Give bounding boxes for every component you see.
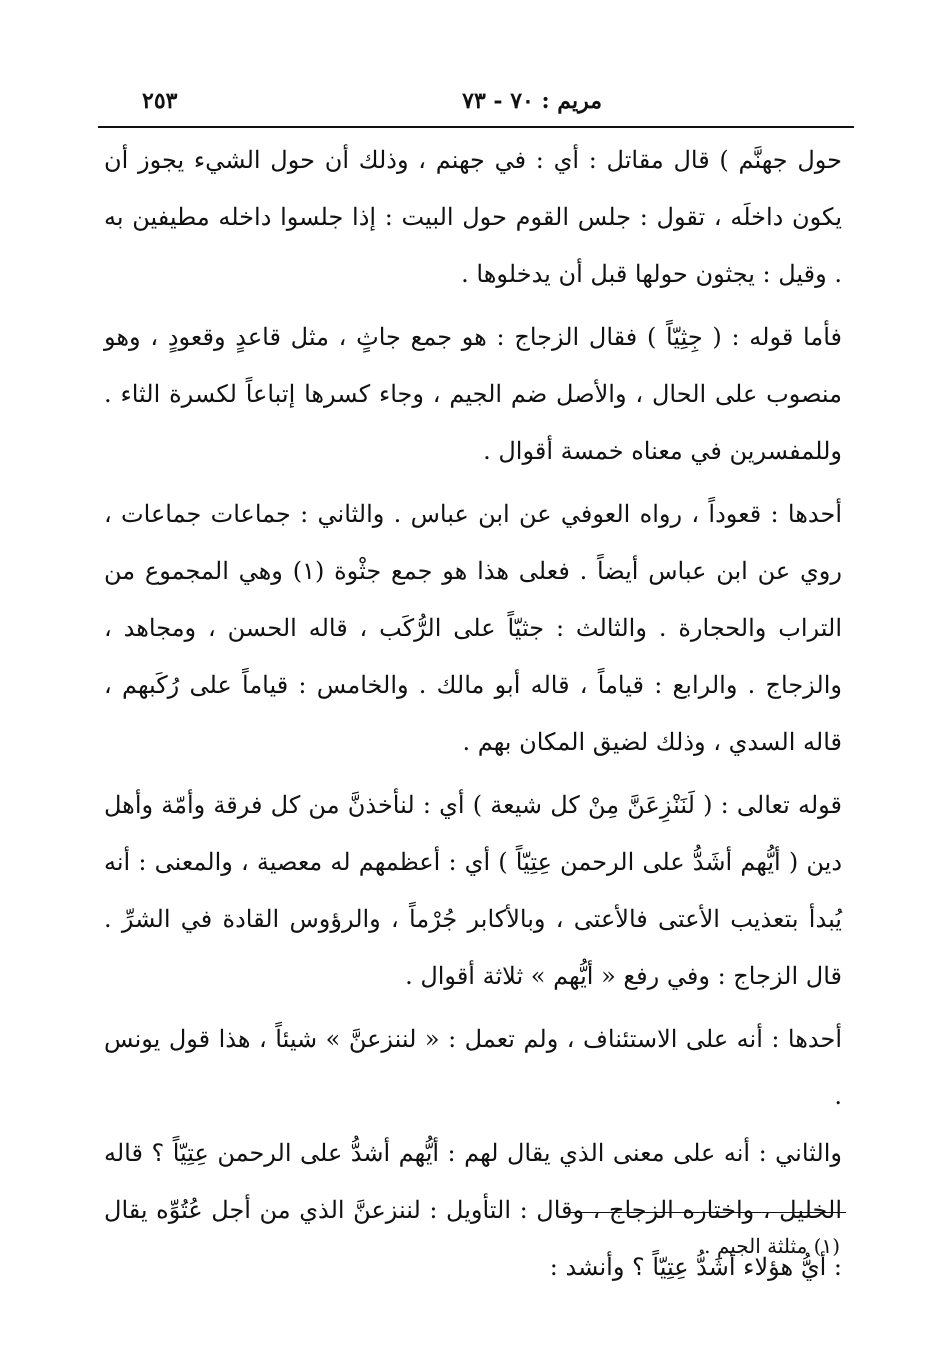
footnote-divider	[568, 1212, 846, 1213]
paragraph: أحدها : أنه على الاستئناف ، ولم تعمل : « لننزعنَّ » شيئاً ، هذا قول يونس .	[104, 1025, 842, 1110]
paragraph: قوله تعالى : ( لَنَنْزِعَنَّ مِنْ كل شيعة ) أي : لنأخذنَّ من كل فرقة وأمّة وأهل دين ( أيُّهم أشَدُّ على الرحمن عِتِيّاً ) أي : أعظمهم له معصية ، والمعنى : أنه يُبدأ بتعذيب الأعتى فالأعتى ، وبالأكابر جُرْماً ، والرؤوس القادة في الشرِّ . قال الزجاج : وفي رفع « أيُّهم » ثلاثة أقوال .	[104, 791, 842, 990]
main-text	[104, 132, 842, 1296]
paragraph: أحدها : قعوداً ، رواه العوفي عن ابن عباس . والثاني : جماعات جماعات ، روي عن ابن عباس أيضاً . فعلى هذا هو جمع جثْوة (١) وهي المجموع من التراب والحجارة . والثالث : جثيّاً على الرُّكَب ، قاله الحسن ، ومجاهد ، والزجاج . والرابع : قياماً ، قاله أبو مالك . والخامس : قياماً على رُكَبهم ، قاله السدي ، وذلك لضيق المكان بهم .	[104, 500, 842, 756]
paragraph: فأما قوله : ( جِثِيّاً ) فقال الزجاج : هو جمع جاثٍ ، مثل قاعدٍ وقعودٍ ، وهو منصوب على الحال ، والأصل ضم الجيم ، وجاء كسرها إتباعاً لكسرة الثاء . وللمفسرين في معناه خمسة أقوال .	[104, 323, 842, 465]
paragraph: حول جهنَّم ) قال مقاتل : أي : في جهنم ، وذلك أن حول الشيء يجوز أن يكون داخلَه ، تقول : جلس القوم حول البيت : إذا جلسوا داخله مطيفين به . وقيل : يجثون حولها قبل أن يدخلوها .	[104, 146, 842, 288]
paragraph: والثاني : أنه على معنى الذي يقال لهم : أيُّهم أشدُّ على الرحمن عِتِيّاً ؟ قاله الخليل ، واختاره الزجاج ، وقال : التأويل : لننزعنَّ الذي من أجل عُتُوِّه يقال : أيُّ هؤلاء أشَدُّ عِتِيّاً ؟ وأنشد :	[104, 1139, 842, 1281]
running-header	[100, 84, 852, 120]
surah-reference: مريم : ٧٠ - ٧٣	[462, 88, 602, 114]
footnote: (١) مثلثة الجيم .	[704, 1234, 840, 1258]
page-number: ٢٥٣	[142, 88, 178, 114]
header-divider	[98, 126, 854, 128]
